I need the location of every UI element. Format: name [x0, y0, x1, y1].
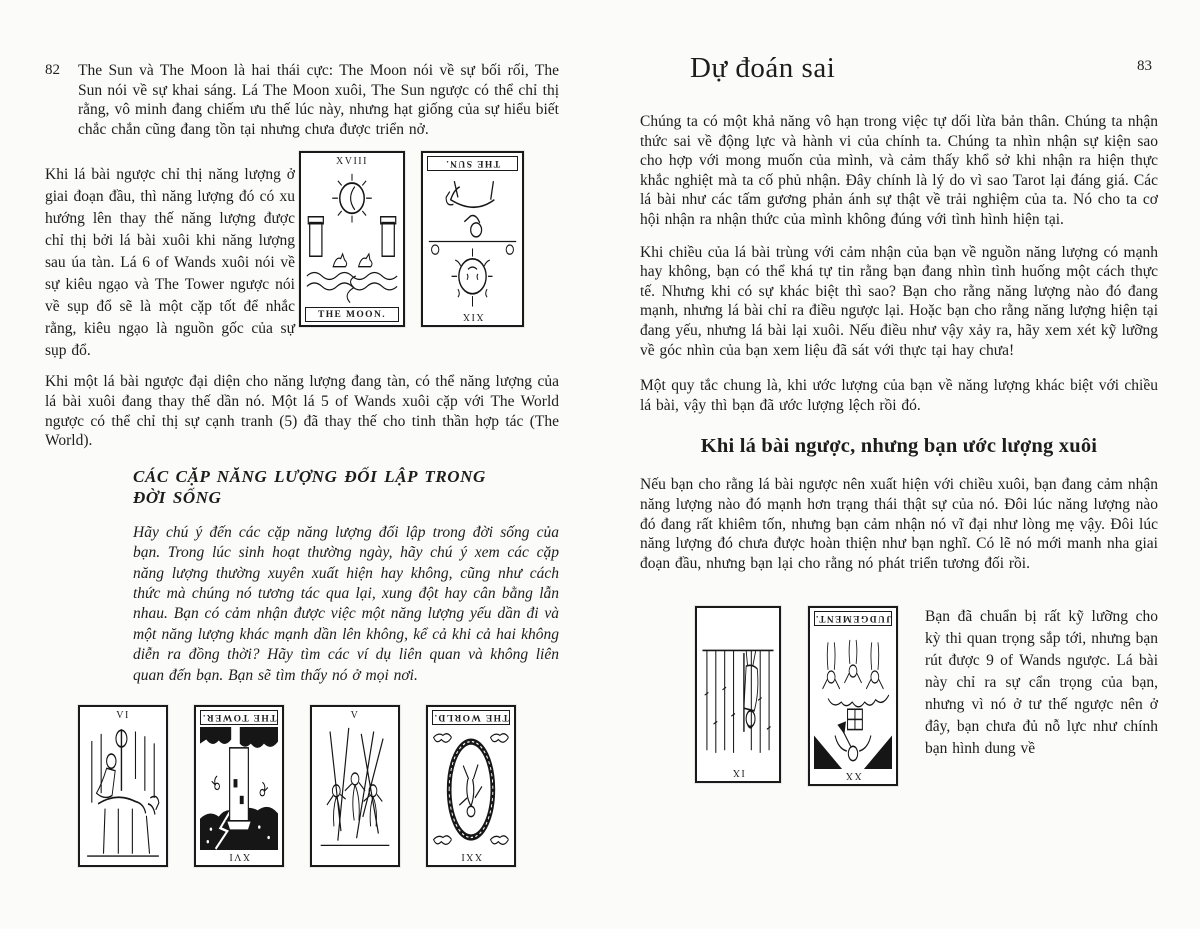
card-inner — [196, 707, 282, 865]
tarot-card-judgement — [808, 606, 898, 786]
card-title: THE SUN. — [427, 156, 518, 171]
card-title: JUDGEMENT. — [814, 611, 892, 626]
paragraph-fading-energy: Khi một lá bài ngược đại diện cho năng lượng đang tàn, có thể năng lượng của lá bài xuôi đang thay thế dần nó. Một lá 5 of Wands xuôi cặp với The World ngược có thể chỉ thị sự cạnh tranh (5) đã thay thế cho tinh thần hợp tác (The World). — [45, 373, 559, 450]
card-numeral: IX — [731, 767, 745, 779]
card-numeral: XVIII — [336, 156, 368, 168]
nine-of-wands-art — [701, 611, 775, 766]
chapter-title: Dự đoán sai — [690, 52, 836, 84]
text-and-cards-row — [45, 156, 559, 362]
section-heading: CÁC CẶP NĂNG LƯỢNG ĐỐI LẬP TRONG ĐỜI SỐNG — [133, 466, 486, 508]
tarot-card-the-world — [426, 705, 516, 867]
card-title: THE TOWER. — [200, 710, 278, 725]
page-number-left: 82 — [45, 62, 60, 78]
paragraph-reversed-energy: Khi lá bài ngược chỉ thị năng lượng ở giai đoạn đầu, thì năng lượng đó có xu hướng lên thay thế năng lượng được chỉ thị bởi lá bài xuôi khi năng lượng sau úa tàn. Lá 6 of Wands xuôi nói về sự kiêu ngạo và The Tower ngược nói về sụp đổ sẽ là một cặp tốt để nhắc rằng, kiêu ngạo là nguồn gốc của sự sụp đổ. — [45, 166, 295, 360]
card-inner — [80, 707, 166, 865]
first-paragraph-row — [45, 61, 559, 139]
card-numeral: XXI — [459, 851, 483, 862]
exercise-paragraph: Hãy chú ý đến các cặp năng lượng đối lập trong đời sống của bạn. Trong lúc sinh hoạt thường ngày, hãy chú ý xem các cặp năng lượng thường xuyên xuất hiện hay không, cũng như cách thức mà chúng nó tương tác qua lại, xung đột hay cân bằng lẫn nhau. Bạn có cảm nhận được việc một năng lượng yếu dần đi và một năng lượng khác mạnh dần lên không, kể cả khi cả hai không diễn ra đồng thời? Hãy tìm các ví dụ liên quan và không liên quan đến bạn. Bạn sẽ tìm thấy nó ở mọi nơi. — [133, 523, 559, 684]
subsection-heading: Khi lá bài ngược, nhưng bạn ước lượng xuôi — [700, 435, 1098, 458]
cards-row-bottom — [78, 705, 559, 867]
card-inner — [697, 608, 779, 781]
page-83 — [640, 0, 1158, 786]
paragraph-card-direction: Khi chiều của lá bài trùng với cảm nhận của bạn về nguồn năng lượng có mạnh hay không, bạn có thể khá tự tin rằng bạn đang nhìn tình huống một cách thực tế. Nhưng khi có sự khác biệt thì sao? Bạn cho rằng năng lượng nào đó đang mạnh, nhưng lá bài chỉ ra điều ngược lại. Hoặc bạn cho rằng năng lượng hiện tại đang yếu, nhưng lá bài lại xuôi. Nếu điều như vậy xảy ra, hãy xem xét kỹ lưỡng về góc nhìn của bạn xem liệu đã sát với thực tại hay chưa! — [640, 243, 1158, 359]
tarot-card-six-of-wands — [78, 705, 168, 867]
the-sun-art — [427, 173, 518, 310]
paragraph-self-deception: Chúng ta có một khả năng vô hạn trong việc tự dối lừa bản thân. Chúng ta nhận thức sai về động lực và hành vi của chính ta. Chúng ta nhìn nhận sự kiện sao cho hợp với mong muốn của mình, và cảm thấy khổ sở khi nhận ra hiện thực khắc nghiệt mà ta cố phủ nhận. Đây chính là lý do vì sao Tarot lại đáng giá. Các lá bài như các tấm gương phản ánh sự thật về trải nghiệm của ta. Nó cho ta cơ hội nhận ra nhận thức của mình không đúng với tình hình hiện tại. — [640, 113, 1158, 228]
card-inner — [301, 153, 403, 325]
tarot-card-the-sun — [421, 151, 524, 327]
six-of-wands-art — [84, 722, 162, 862]
card-inner — [810, 608, 896, 784]
chapter-header — [640, 52, 1158, 94]
paragraph-exam-example: Bạn đã chuẩn bị rất kỹ lưỡng cho kỳ thi quan trọng sắp tới, nhưng bạn rút được 9 of Wands ngược. Lá bài này chỉ ra sự cẩn trọng của bạn, nhưng vì nó ở tư thế ngược nên ở đây, bạn chưa đủ nỗ lực như chính bạn hình dung về — [925, 608, 1158, 758]
card-numeral: VI — [116, 710, 130, 721]
tarot-card-five-of-wands — [310, 705, 400, 867]
card-numeral: XX — [844, 770, 862, 782]
card-inner — [312, 707, 398, 865]
card-numeral: V — [350, 710, 360, 721]
five-of-wands-art — [316, 722, 394, 862]
the-moon-art — [305, 168, 399, 305]
the-world-art — [432, 727, 510, 850]
tarot-card-nine-of-wands — [695, 606, 781, 783]
card-inner — [423, 153, 522, 325]
card-title: THE WORLD. — [432, 710, 510, 725]
card-numeral: XVI — [227, 851, 251, 862]
the-tower-art — [200, 727, 278, 850]
page-82 — [45, 0, 559, 867]
tarot-card-the-tower — [194, 705, 284, 867]
card-numeral: XIX — [461, 311, 484, 323]
cards-row-top — [299, 151, 524, 362]
card-title: THE MOON. — [305, 307, 399, 322]
card-inner — [428, 707, 514, 865]
page-number-right: 83 — [1137, 58, 1152, 74]
tarot-card-the-moon — [299, 151, 405, 327]
paragraph-sun-moon: The Sun và The Moon là hai thái cực: The Moon nói về sự bối rối, The Sun nói về sự khai sáng. Lá The Moon xuôi, The Sun ngược có thể chỉ thị rằng, vô minh đang chiếm ưu thế lúc này, nhưng hạt giống của sự hiểu biết chắc chắn cũng đang tồn tại nhưng chưa được triển nở. — [78, 62, 559, 138]
judgement-art — [814, 628, 892, 769]
cards-and-text-row — [640, 606, 1158, 786]
paragraph-overestimate: Nếu bạn cho rằng lá bài ngược nên xuất hiện với chiều xuôi, bạn đang cảm nhận năng lượng nào đó mạnh hơn trạng thái thật sự của nó. Đôi lúc năng lượng nào đó đang rất khiêm tốn, nhưng bạn cảm nhận nó vĩ đại như lòng mẹ vậy. Đôi lúc năng lượng đó chưa được hoàn thiện như bạn nghĩ. Có lẽ nó mới manh nha giai đoạn đầu, nhưng bạn lại cho rằng nó phát triển tương đối rồi. — [640, 476, 1158, 572]
paragraph-general-rule: Một quy tắc chung là, khi ước lượng của bạn về năng lượng khác biệt với chiều lá bài, vậy thì bạn đã ước lượng lệch rồi đó. — [640, 377, 1158, 414]
